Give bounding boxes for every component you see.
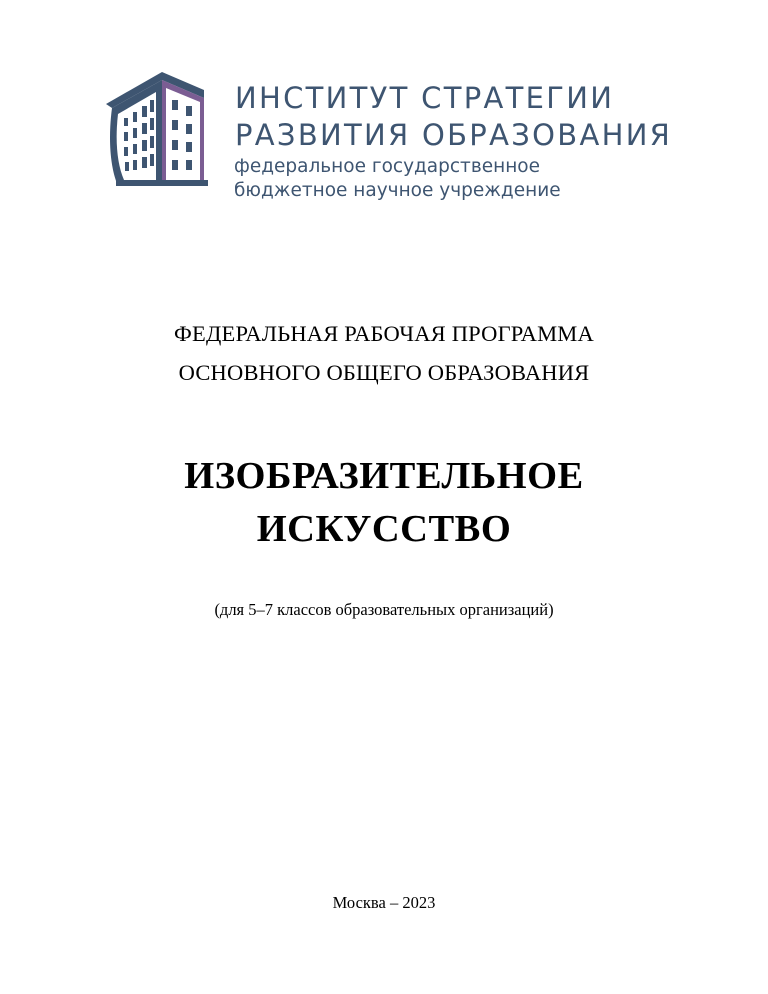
subject-title: [0, 450, 768, 556]
subject-title-line1: ИЗОБРАЗИТЕЛЬНОЕ: [184, 455, 584, 497]
document-heading-line1: ФЕДЕРАЛЬНАЯ РАБОЧАЯ ПРОГРАММА: [174, 321, 594, 346]
org-type-line2: бюджетное научное учреждение: [234, 180, 561, 201]
subject-title-line2: ИСКУССТВО: [256, 508, 512, 550]
org-name: [235, 80, 672, 154]
org-type-line1: федеральное государственное: [234, 156, 541, 177]
org-name-line1: ИНСТИТУТ СТРАТЕГИИ: [235, 81, 615, 115]
document-heading-line2: ОСНОВНОГО ОБЩЕГО ОБРАЗОВАНИЯ: [178, 360, 590, 385]
header-logo-block: [100, 68, 700, 208]
org-name-line2: РАЗВИТИЯ ОБРАЗОВАНИЯ: [235, 118, 673, 152]
grade-note: (для 5–7 классов образовательных организаций): [214, 600, 554, 619]
building-logo-icon: [100, 68, 208, 192]
document-heading: [0, 314, 768, 392]
place-year: Москва – 2023: [332, 893, 436, 912]
org-type: [234, 155, 561, 203]
